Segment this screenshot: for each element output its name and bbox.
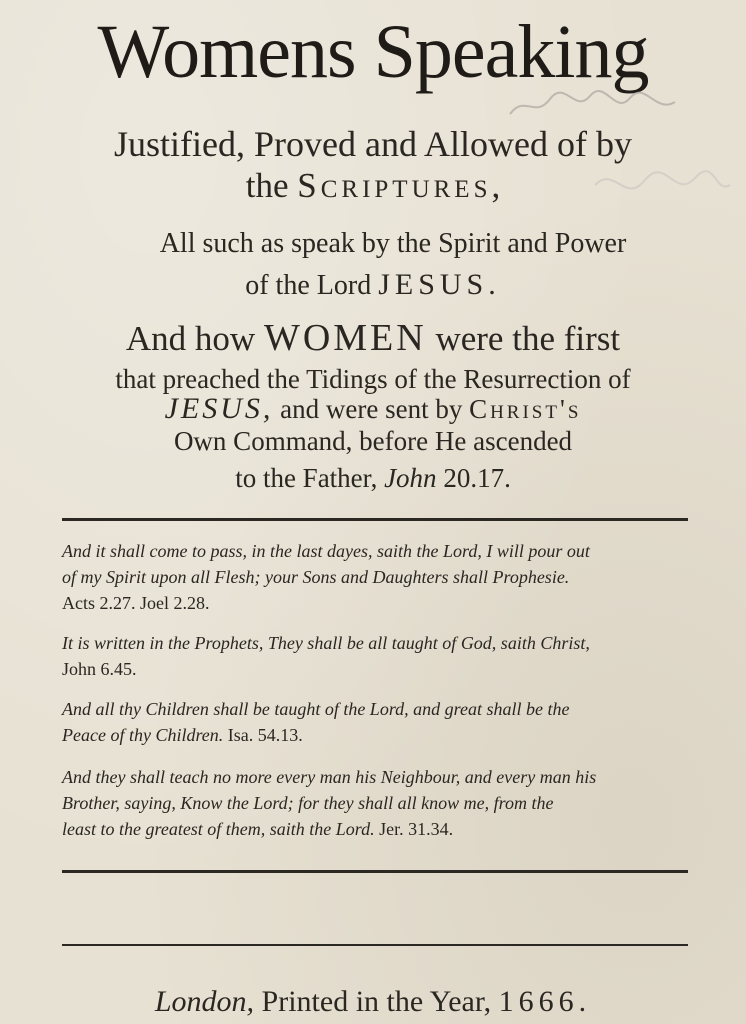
scripture-quote-3	[62, 696, 702, 748]
scripture-quote-2	[62, 630, 702, 682]
quote-1-ref: Acts 2.27. Joel 2.28.	[62, 593, 210, 613]
subtitle-line-8: Own Command, before He ascended	[173, 426, 573, 456]
subtitle-christs: Christ's	[469, 394, 582, 424]
subtitle-to-the-father: to the Father,	[235, 463, 378, 493]
divider-rule-bottom	[62, 944, 688, 946]
quote-1-line-1: And it shall come to pass, in the last dayes, saith the Lord, I will pour out	[62, 541, 590, 561]
divider-rule-top	[62, 518, 688, 521]
subtitle-comma: ,	[491, 166, 501, 205]
quote-1-line-2: of my Spirit upon all Flesh; your Sons and Daughters shall Prophesie.	[62, 567, 570, 587]
subtitle-women: WOMEN	[263, 317, 427, 359]
imprint-place: London,	[154, 985, 255, 1018]
quote-3-line-2	[62, 722, 702, 748]
subtitle-line-6: that preached the Tidings of the Resurrection of	[115, 364, 631, 394]
quote-3-last: Peace of thy Children.	[62, 725, 224, 745]
divider-rule-middle	[62, 870, 688, 873]
scripture-quote-4	[62, 764, 702, 842]
quote-4-line-1: And they shall teach no more every man his Neighbour, and every man his	[62, 767, 597, 787]
subtitle-and-how: And how	[125, 319, 256, 358]
main-title: Womens Speaking	[97, 10, 649, 94]
subtitle-line-2	[0, 163, 746, 209]
subtitle-were-the-first: were the first	[435, 319, 621, 358]
library-stamp-icon	[505, 84, 685, 124]
quote-3-line-1: And all thy Children shall be taught of the Lord, and great shall be the	[62, 699, 570, 719]
quote-4-last: least to the greatest of them, saith the Lord.	[62, 819, 375, 839]
subtitle-john: John	[384, 463, 437, 493]
subtitle-line-9	[0, 458, 746, 498]
subtitle-the: the	[245, 166, 289, 205]
imprint-line	[0, 980, 746, 1024]
subtitle-sent-by: and were sent by	[280, 394, 463, 424]
subtitle-jesus-italic: JESUS,	[164, 392, 274, 425]
imprint-text: Printed in the Year,	[261, 985, 492, 1018]
scripture-quote-1	[62, 538, 702, 616]
quote-2-ref: John 6.45.	[62, 659, 137, 679]
imprint-year: 1666.	[498, 985, 592, 1018]
quote-4-ref: Jer. 31.34.	[379, 819, 454, 839]
subtitle-jesus: JESUS.	[378, 268, 501, 301]
subtitle-scriptures: Scriptures	[297, 166, 492, 205]
quote-2-line-1: It is written in the Prophets, They shall be all taught of God, saith Christ,	[62, 633, 590, 653]
subtitle-line-4	[0, 266, 746, 305]
quote-3-ref: Isa. 54.13.	[227, 725, 303, 745]
subtitle-line-5	[0, 314, 746, 363]
subtitle-of-the-lord: of the Lord	[245, 270, 372, 301]
subtitle-john-ref: 20.17.	[443, 463, 511, 493]
quote-4-line-2: Brother, saying, Know the Lord; for they shall all know me, from the	[62, 793, 554, 813]
subtitle-line-1: Justified, Proved and Allowed of by	[114, 124, 632, 164]
subtitle-line-3: All such as speak by the Spirit and Power	[159, 228, 627, 259]
quote-4-line-3	[62, 816, 702, 842]
